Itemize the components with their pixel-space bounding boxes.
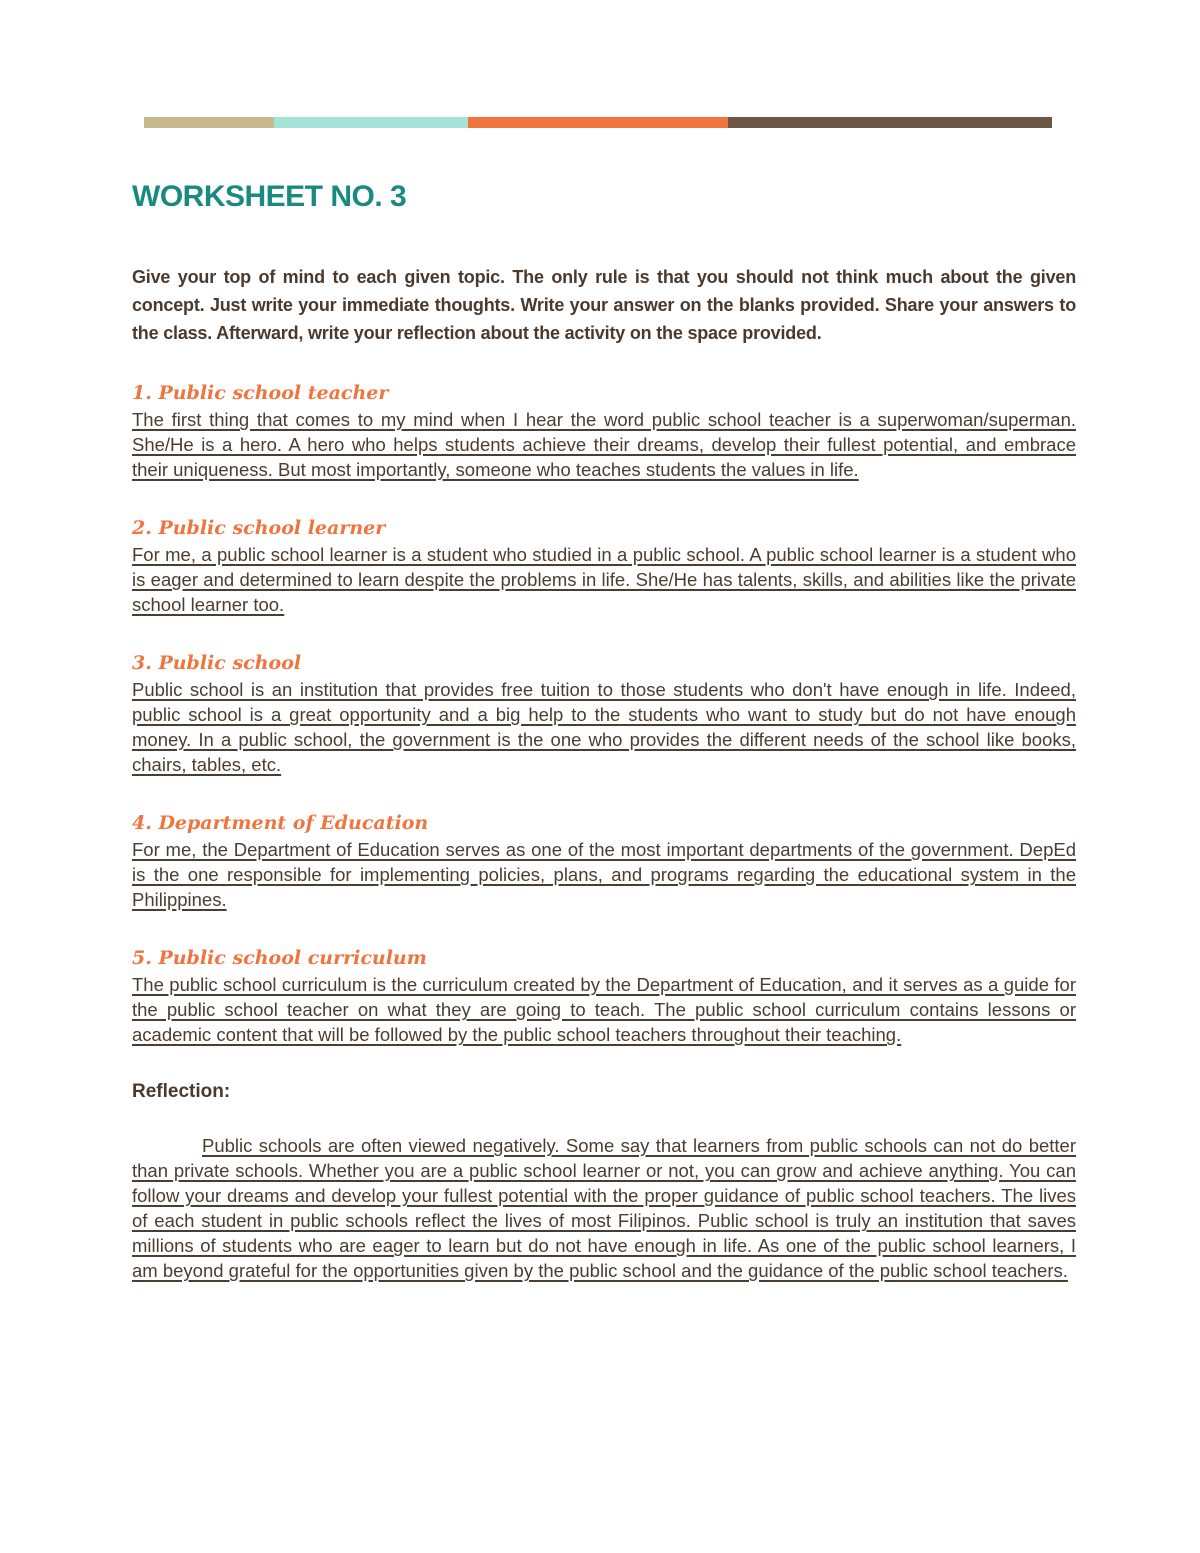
topic-answer: The public school curriculum is the curriculum created by the Department of Education, and it serves as a guide for the public school teacher on what they are going to teach. The public school curriculum contains lessons or academic content that will be followed by the public school teachers throughout their teaching.	[132, 974, 1076, 1045]
topic-answer: For me, a public school learner is a student who studied in a public school. A public school learner is a student who is eager and determined to learn despite the problems in life. She/He has talents, skills, and abilities like the private school learner too.	[132, 544, 1076, 615]
color-bar-segment-brown	[728, 117, 1052, 128]
worksheet-title: WORKSHEET NO. 3	[132, 180, 407, 213]
topic-heading: 3. Public school	[132, 652, 302, 674]
reflection-text: Public schools are often viewed negatively. Some say that learners from public schools can not do better than private schools. Whether you are a public school learner or not, you can grow and achieve anything. You can follow your dreams and develop your fullest potential with the proper guidance of public school teachers. The lives of each student in public schools reflect the lives of most Filipinos. Public school is truly an institution that saves millions of students who are eager to learn but do not have enough in life. As one of the public school learners, I am beyond grateful for the opportunities given by the public school and the guidance of the public school teachers.	[132, 1135, 1076, 1281]
topic-heading: 1. Public school teacher	[132, 382, 389, 404]
topic-answer: For me, the Department of Education serves as one of the most important departments of the government. DepEd is the one responsible for implementing policies, plans, and programs regarding the educational system in the Philippines.	[132, 839, 1076, 910]
reflection-section	[132, 1081, 1076, 1283]
color-bar-segment-tan	[144, 117, 274, 128]
topic-section-3	[132, 651, 1076, 777]
topic-heading: 4. Department of Education	[132, 812, 429, 834]
topic-answer: Public school is an institution that provides free tuition to those students who don't have enough in life. Indeed, public school is a great opportunity and a big help to the students who want to study but do not have enough money. In a public school, the government is the one who provides the different needs of the school like books, chairs, tables, etc.	[132, 679, 1076, 775]
topic-section-4	[132, 811, 1076, 912]
topic-heading: 2. Public school learner	[132, 517, 386, 539]
topic-section-2	[132, 516, 1076, 617]
instructions-paragraph: Give your top of mind to each given topic. The only rule is that you should not think much about the given concept. Just write your immediate thoughts. Write your answer on the blanks provided. Share your answers to the class. Afterward, write your reflection about the activity on the space provided.	[132, 267, 1076, 343]
topic-section-1	[132, 381, 1076, 482]
topic-section-5	[132, 946, 1076, 1047]
topic-heading: 5. Public school curriculum	[132, 947, 427, 969]
decorative-color-bar	[144, 117, 1052, 128]
color-bar-segment-orange	[468, 117, 728, 128]
topic-answer: The first thing that comes to my mind when I hear the word public school teacher is a superwoman/superman. She/He is a hero. A hero who helps students achieve their dreams, develop their fullest potential, and embrace their uniqueness. But most importantly, someone who teaches students the values in life.	[132, 409, 1076, 480]
reflection-label: Reflection:	[132, 1081, 231, 1102]
worksheet-content	[132, 180, 1076, 1317]
color-bar-segment-aqua	[274, 117, 468, 128]
